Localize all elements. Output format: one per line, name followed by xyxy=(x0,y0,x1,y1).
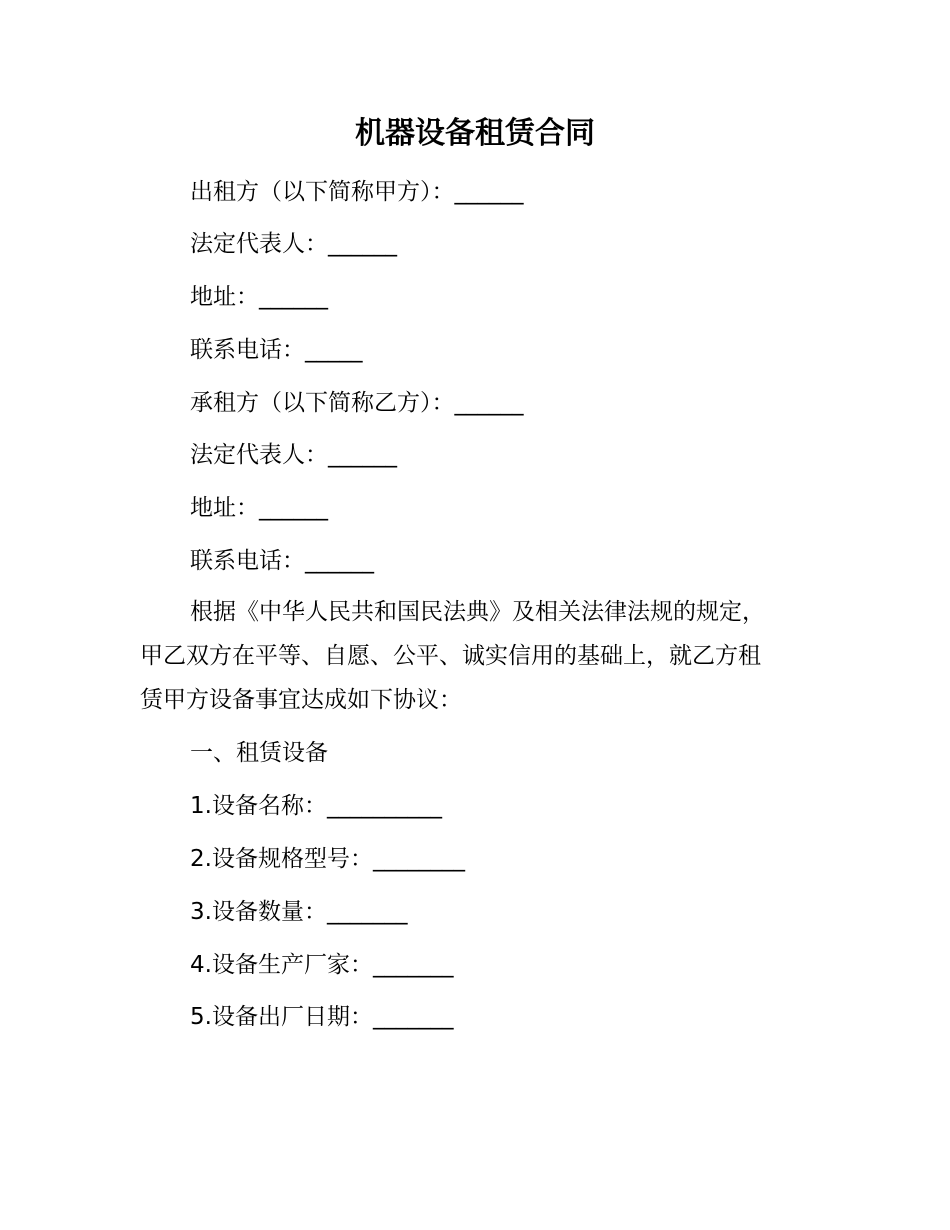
preamble-line-1: 根据《中华人民共和国民法典》及相关法律法规的规定， xyxy=(190,599,765,625)
lessee-name-line: 承租方（以下简称乙方）：______ xyxy=(190,390,524,416)
equipment-item: 2.设备规格型号：________ xyxy=(190,846,465,872)
lessor-phone-line: 联系电话：_____ xyxy=(190,337,363,363)
lessee-representative-line: 法定代表人：______ xyxy=(190,442,397,468)
equipment-item: 3.设备数量：_______ xyxy=(190,899,408,925)
preamble-line-2: 甲乙双方在平等、自愿、公平、诚实信用的基础上，就乙方租 xyxy=(140,643,761,669)
lessor-representative-line: 法定代表人：______ xyxy=(190,231,397,257)
lessee-address-line: 地址：______ xyxy=(190,495,328,521)
lessor-address-line: 地址：______ xyxy=(190,284,328,310)
lessee-phone-line: 联系电话：______ xyxy=(190,548,374,574)
lessor-name-line: 出租方（以下简称甲方）：______ xyxy=(190,179,524,205)
section-heading: 一、租赁设备 xyxy=(190,740,328,766)
preamble-line-3: 赁甲方设备事宜达成如下协议： xyxy=(140,687,462,713)
document-title: 机器设备租赁合同 xyxy=(355,116,595,151)
equipment-item: 4.设备生产厂家：_______ xyxy=(190,952,454,978)
preamble-paragraph xyxy=(140,590,830,722)
equipment-item: 1.设备名称：__________ xyxy=(190,793,442,819)
equipment-item: 5.设备出厂日期：_______ xyxy=(190,1004,454,1030)
